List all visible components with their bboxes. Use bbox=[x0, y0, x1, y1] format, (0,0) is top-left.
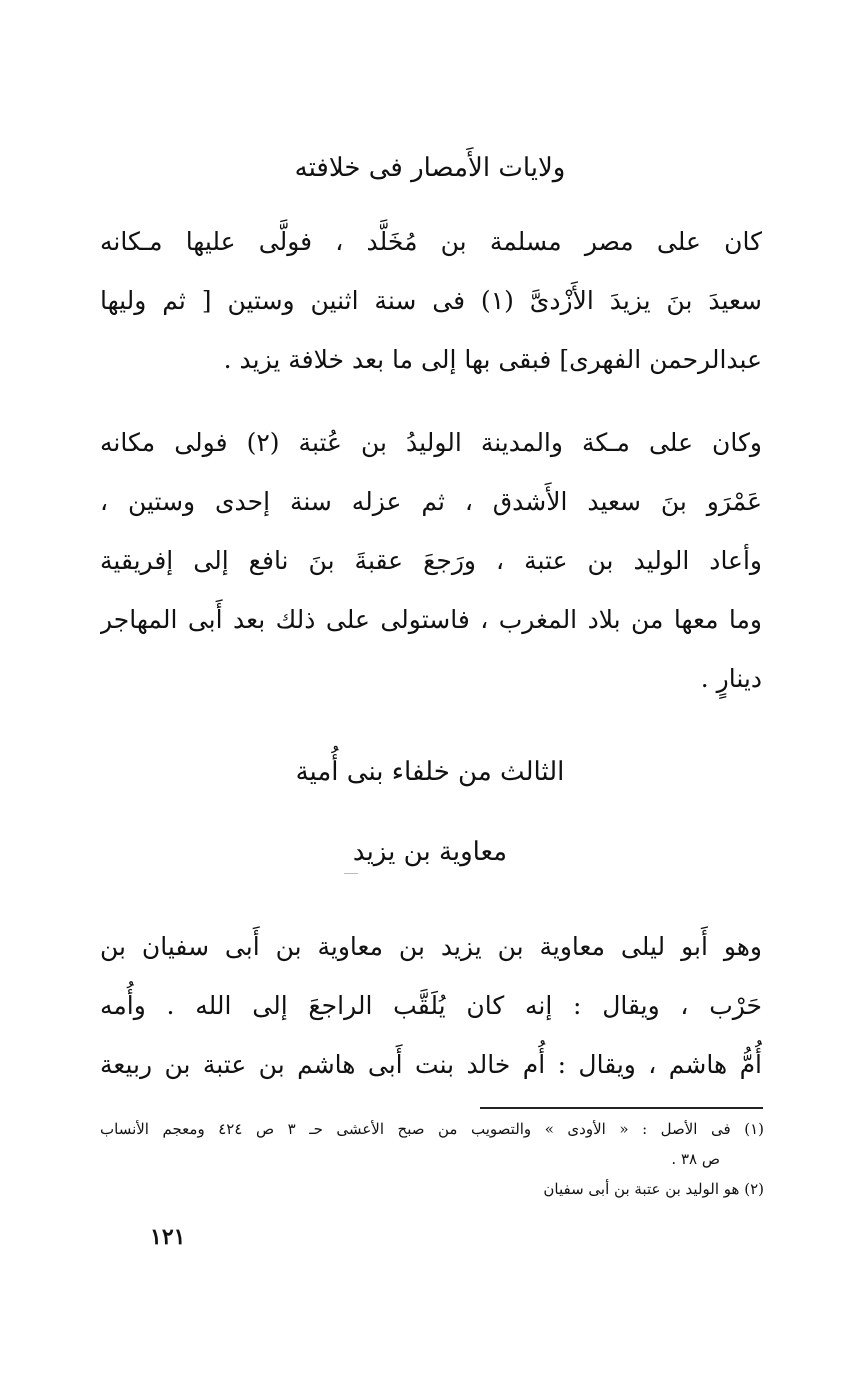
footnotes bbox=[100, 1114, 764, 1204]
footnote-2: (٢) هو الوليد بن عتبة بن أبى سفيان bbox=[543, 1180, 764, 1198]
text-line: وأعاد الوليد بن عتبة ، ورَجعَ عقبةَ بنَ نافع إلى إفريقية bbox=[100, 546, 762, 575]
text-line: وكان على مـكة والمدينة الوليدُ بن عُتبة (٢) فولى مكانه bbox=[100, 428, 762, 457]
text-line: وما معها من بلاد المغرب ، فاستولى على ذلك بعد أَبى المهاجر bbox=[100, 605, 762, 634]
page-number: ١٢١ bbox=[150, 1224, 186, 1250]
section-heading-provinces: ولايات الأَمصار فى خلافته bbox=[294, 153, 566, 183]
text-line: كان على مصر مسلمة بن مُخَلَّد ، فولَّى عليها مـكانه bbox=[100, 227, 762, 256]
text-line: دينارٍ . bbox=[700, 664, 762, 693]
text-line: عبدالرحمن الفهرى] فبقى بها إلى ما بعد خلافة يزيد . bbox=[223, 345, 762, 374]
text-line: أُمُّ هاشم ، ويقال : أُم خالد بنت أَبى هاشم بن عتبة بن ربيعة bbox=[100, 1050, 762, 1079]
paragraph-egypt bbox=[100, 212, 762, 389]
section-heading-third-caliph: الثالث من خلفاء بنى أُمية bbox=[295, 757, 565, 787]
footnote-1: (١) فى الأصل : « الأودى » والتصويب من صبح الأعشى حـ ٣ ص ٤٢٤ ومعجم الأنساب bbox=[100, 1120, 764, 1138]
text-line: وهو أَبو ليلى معاوية بن يزيد بن معاوية بن أَبى سفيان بن bbox=[100, 932, 762, 961]
paragraph-muawiya bbox=[100, 917, 762, 1094]
caliph-name-heading: معاوية بن يزيد bbox=[352, 837, 508, 867]
footnote-1-continuation: ص ٣٨ . bbox=[671, 1150, 720, 1168]
text-line: سعيدَ بنَ يزيدَ الأَزْدىَّ (١) فى سنة اثنين وستين [ ثم وليها bbox=[100, 286, 762, 315]
decorative-mark bbox=[344, 873, 358, 874]
footnote-divider bbox=[480, 1107, 763, 1109]
text-line: عَمْرَو بنَ سعيد الأَشدق ، ثم عزله سنة إحدى وستين ، bbox=[100, 487, 762, 516]
text-line: حَرْب ، ويقال : إنه كان يُلَقَّب الراجعَ إلى الله . وأُمه bbox=[100, 991, 762, 1020]
paragraph-mecca-medina bbox=[100, 413, 762, 708]
